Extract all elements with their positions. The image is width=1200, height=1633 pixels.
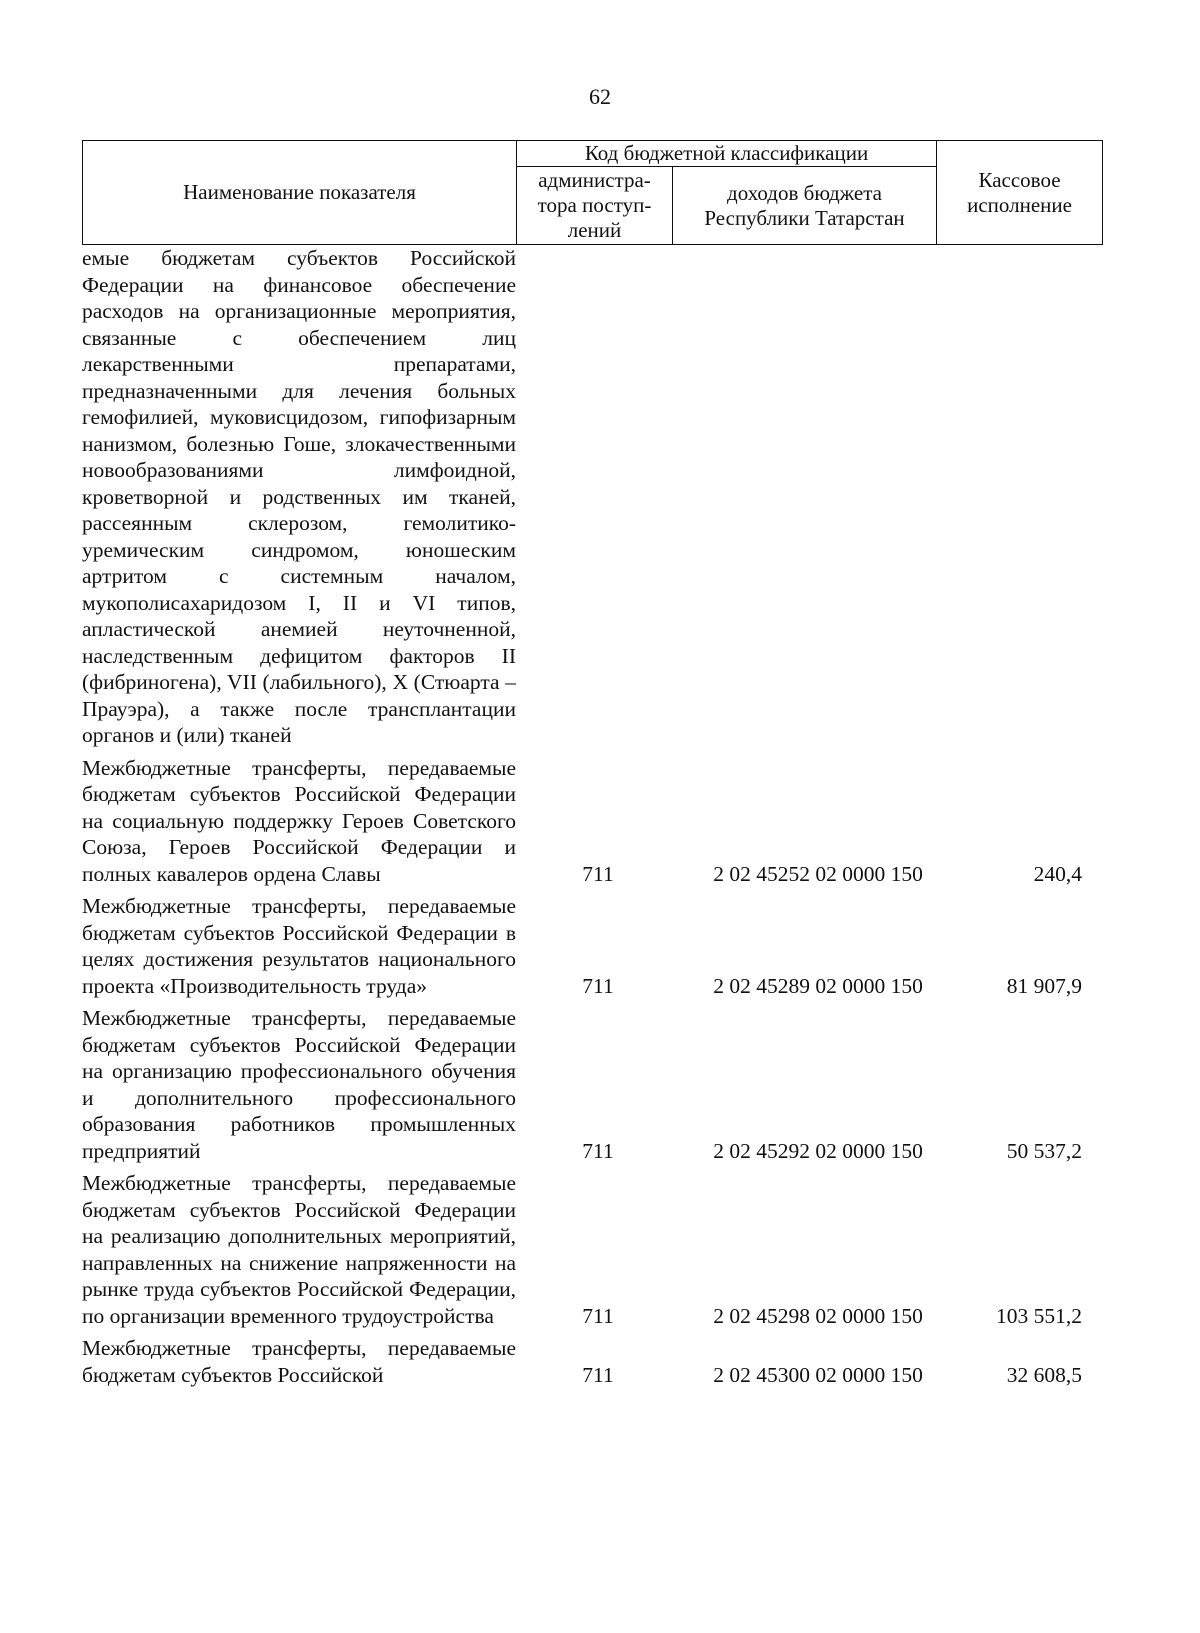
table-row: [82, 893, 1102, 999]
table-row: [82, 245, 1102, 749]
row-revenue-code: 2 02 45298 02 0000 150: [713, 1303, 923, 1328]
row-amount: 240,4: [1033, 861, 1082, 886]
row-amount: 81 907,9: [1006, 973, 1082, 998]
row-amount: 50 537,2: [1006, 1138, 1082, 1163]
budget-table: [82, 140, 1102, 1388]
row-name: Межбюджетные трансферты, передаваемые бюджетам субъектов Российской Федерации на социальную поддержку Героев Советского Союза, Героев Российской Федерации и полных кавалеров ордена Славы: [82, 755, 516, 886]
page-number: 62: [589, 84, 611, 109]
row-name: Межбюджетные трансферты, передаваемые бюджетам субъектов Российской Федерации на организацию профессионального обучения и дополнительного профессионального образования работников промышленных предприятий: [82, 1006, 516, 1163]
row-revenue-code: 2 02 45289 02 0000 150: [713, 973, 923, 998]
row-admin-code: 711: [582, 1362, 614, 1387]
row-amount: 103 551,2: [996, 1303, 1082, 1328]
row-admin-code: 711: [582, 861, 614, 886]
row-revenue-code: 2 02 45300 02 0000 150: [713, 1362, 923, 1387]
header-classification-code: Код бюджетной классификации: [517, 141, 937, 167]
table-row: [82, 1335, 1102, 1388]
row-name: Межбюджетные трансферты, передаваемые бюджетам субъектов Российской Федерации на реализацию дополнительных мероприятий, направленных на снижение напряженности на рынке труда субъектов Российской Федерации, по организации временного трудоустройства: [82, 1171, 516, 1328]
table-row: [82, 1170, 1102, 1329]
header-cash-execution: Кассовое исполнение: [937, 141, 1103, 245]
table-header: [82, 140, 1103, 245]
row-name: Межбюджетные трансферты, передаваемые бюджетам субъектов Российской Федерации в целях достижения результатов национального проекта «Производительность труда»: [82, 894, 516, 998]
row-name: Межбюджетные трансферты, передаваемые бюджетам субъектов Российской: [82, 1336, 516, 1387]
row-revenue-code: 2 02 45292 02 0000 150: [713, 1138, 923, 1163]
row-admin-code: 711: [582, 973, 614, 998]
header-republic-budget-revenue: доходов бюджета Республики Татарстан: [673, 167, 937, 245]
header-name-column: Наименование показателя: [83, 141, 517, 245]
row-admin-code: 711: [582, 1138, 614, 1163]
header-revenue-administrator: администра-тора поступ-лений: [517, 167, 673, 245]
table-row: [82, 755, 1102, 888]
table-body: [82, 245, 1102, 1388]
row-admin-code: 711: [582, 1303, 614, 1328]
row-amount: 32 608,5: [1006, 1362, 1082, 1387]
row-revenue-code: 2 02 45252 02 0000 150: [713, 861, 923, 886]
table-row: [82, 1005, 1102, 1164]
row-name: емые бюджетам субъектов Российской Федерации на финансовое обеспечение расходов на организационные мероприятия, связанные с обеспечением лиц лекарственными препаратами, предназначенными для лечения больных гемофилией, муковисцидозом, гипофизарным нанизмом, болезнью Гоше, злокачественными новообразованиями лимфоидной, кроветворной и родственных им тканей, рассеянным склерозом, гемолитико-уремическим синдромом, юношеским артритом с системным началом, мукополисахаридозом I, II и VI типов, апластической анемией неуточненной, наследственным дефицитом факторов II (фибриногена), VII (лабильного), X (Стюарта – Прауэра), а также после трансплантации органов и (или) тканей: [82, 246, 516, 747]
